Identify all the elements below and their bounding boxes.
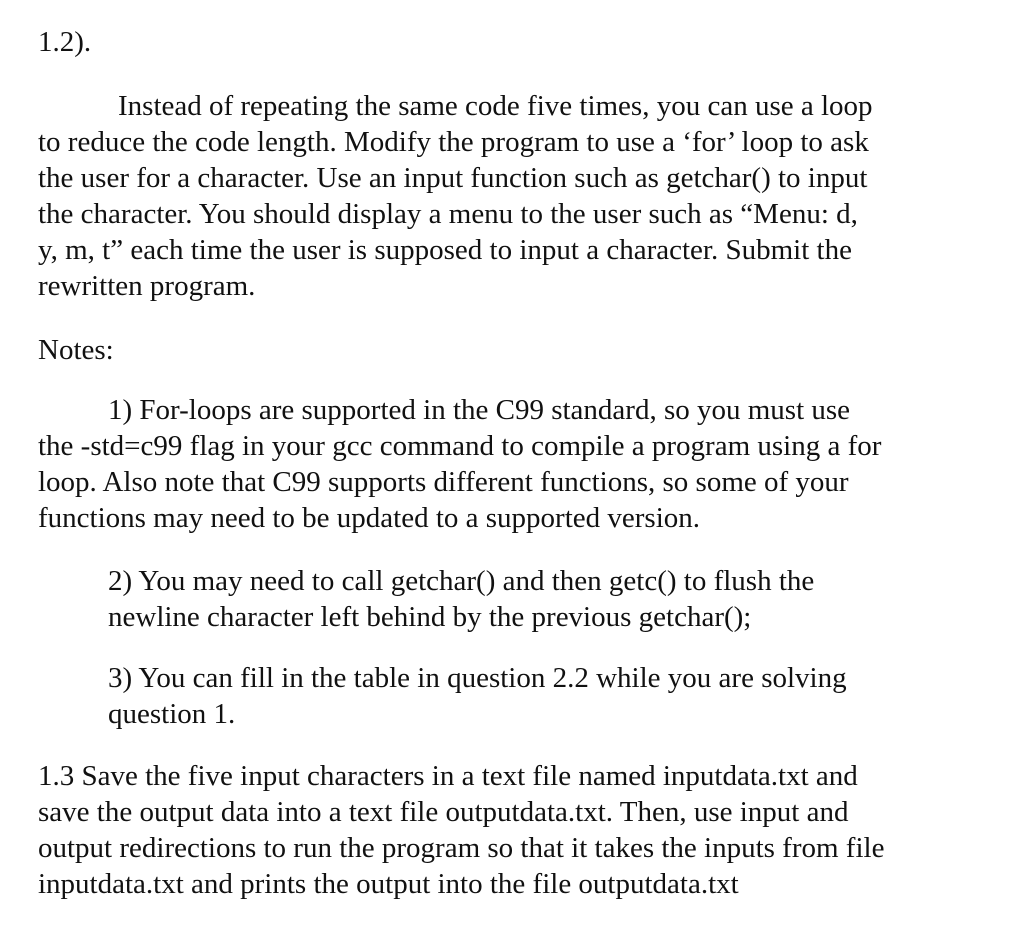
paragraph-line: rewritten program. bbox=[38, 270, 256, 302]
paragraph-line: output redirections to run the program so that it takes the inputs from file bbox=[38, 832, 885, 864]
note-line: the -std=c99 flag in your gcc command to compile a program using a for bbox=[38, 430, 882, 462]
paragraph-line: the character. You should display a menu to the user such as “Menu: d, bbox=[38, 198, 858, 230]
note-line: 1) For-loops are supported in the C99 standard, so you must use bbox=[108, 394, 851, 426]
paragraph-line: to reduce the code length. Modify the program to use a ‘for’ loop to ask bbox=[38, 126, 869, 158]
note-line: 3) You can fill in the table in question 2.2 while you are solving bbox=[108, 662, 847, 694]
note-line: question 1. bbox=[108, 698, 236, 730]
notes-heading: Notes: bbox=[38, 334, 114, 366]
paragraph-line: the user for a character. Use an input function such as getchar() to input bbox=[38, 162, 868, 194]
section-heading-1-2: 1.2). bbox=[38, 26, 92, 58]
note-line: newline character left behind by the previous getchar(); bbox=[108, 601, 752, 633]
paragraph-line: y, m, t” each time the user is supposed to input a character. Submit the bbox=[38, 234, 852, 266]
paragraph-line: Instead of repeating the same code five times, you can use a loop bbox=[118, 90, 873, 122]
note-line: loop. Also note that C99 supports different functions, so some of your bbox=[38, 466, 849, 498]
paragraph-line: 1.3 Save the five input characters in a text file named inputdata.txt and bbox=[38, 760, 858, 792]
note-line: functions may need to be updated to a supported version. bbox=[38, 502, 701, 534]
paragraph-line: inputdata.txt and prints the output into the file outputdata.txt bbox=[38, 868, 739, 900]
note-line: 2) You may need to call getchar() and then getc() to flush the bbox=[108, 565, 815, 597]
paragraph-line: save the output data into a text file outputdata.txt. Then, use input and bbox=[38, 796, 849, 828]
